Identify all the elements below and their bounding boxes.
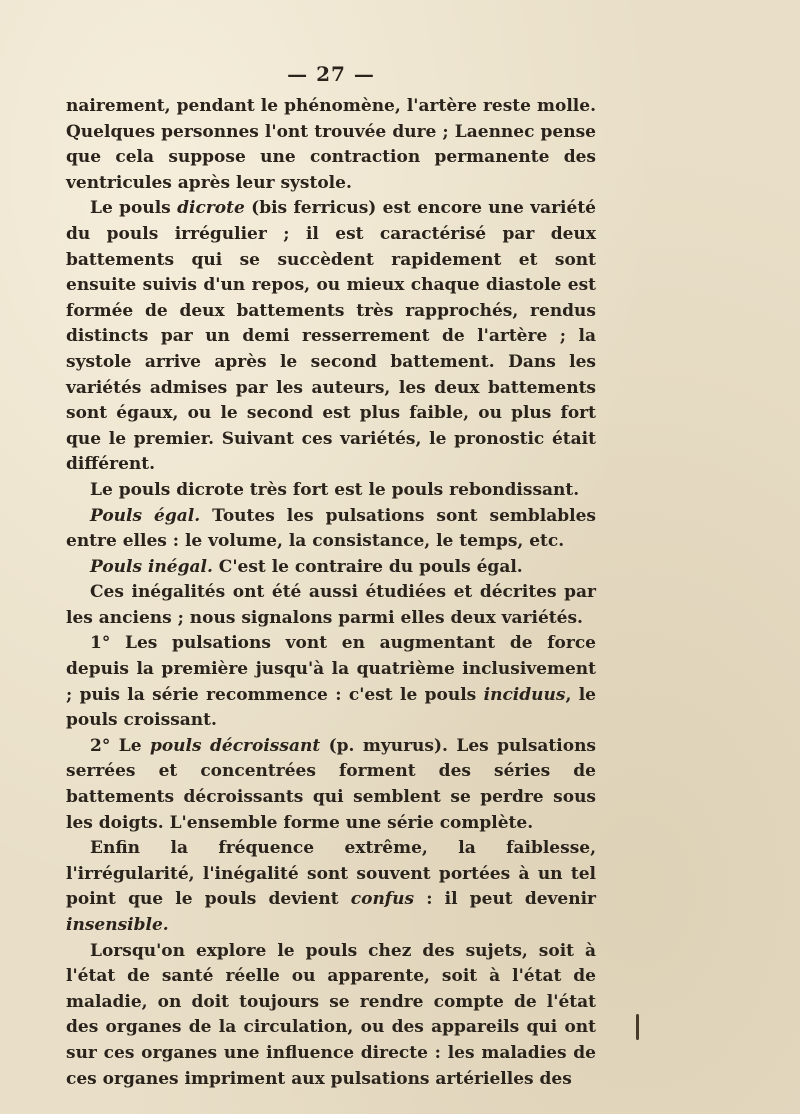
text-run: Ces inégalités ont été aussi étudiées et décrites par les anciens ; nous signalons parmi elles deux variétés. [66, 582, 596, 628]
italic-text: dicrote [177, 198, 245, 219]
text-run: Lorsqu'on explore le pouls chez des sujets, soit à l'état de santé réelle ou apparente, soit à l'état de maladie, on doit toujours se rendre compte de l'état des organes de la circulation, ou des appareils qui ont sur ces organes une influence directe : les maladies de ces organes impriment aux pulsations artérielles des [66, 940, 596, 1089]
text-run: Le pouls dicrote très fort est le pouls rebondissant. [90, 479, 580, 500]
text-run: Enfin la fréquence extrême, la faiblesse, l'irrégularité, l'inégalité sont souvent portées à un tel point que le pouls devient [66, 838, 596, 910]
page [66, 62, 596, 1092]
text-run: C'est le contraire du pouls égal. [212, 556, 523, 577]
text-run: (p. myurus). Les pulsations serrées et concentrées forment des séries de battements décroissants qui semblent se perdre sous les doigts. L'ensemble forme une série complète. [66, 735, 596, 833]
italic-text: confus [350, 889, 415, 910]
text-run: Toutes les pulsations sont semblables entre elles : le volume, la consistance, le temps, etc. [66, 505, 596, 552]
paragraph [66, 734, 596, 836]
body-text [66, 94, 596, 1092]
text-run: Le pouls [90, 198, 178, 219]
italic-text: Pouls égal. [90, 505, 201, 526]
italic-text: pouls décroissant [149, 735, 321, 756]
paragraph [66, 504, 596, 555]
paragraph [66, 94, 596, 196]
paragraph [66, 196, 596, 478]
paragraph [66, 631, 596, 733]
paragraph [66, 555, 596, 581]
paragraph [66, 478, 596, 504]
paragraph [66, 580, 596, 631]
paragraph [66, 836, 596, 938]
paragraph [66, 939, 596, 1093]
italic-text: Pouls inégal. [90, 556, 213, 577]
text-run: (bis ferricus) est encore une variété du pouls irrégulier ; il est caractérisé par deux battements qui se succèdent rapidement et sont ensuite suivis d'un repos, ou mieux chaque diastole est formée de deux battements très rapprochés, rendus distincts par un demi resserrement de l'artère ; la systole arrive après le second battement. Dans les variétés admises par les auteurs, les deux battements sont égaux, ou le second est plus faible, ou plus fort que le premier. Suivant ces variétés, le pronostic était différent. [66, 198, 596, 475]
page-number: — 27 — [287, 62, 375, 86]
text-run: 1° Les pulsations vont en augmentant de force depuis la première jusqu'à la quatrième inclusivement ; puis la série recommence : c'est le pouls [66, 633, 596, 705]
text-run: 2° Le [90, 735, 150, 756]
italic-text: insensible. [66, 915, 169, 935]
italic-text: inciduus [483, 684, 566, 705]
text-run: nairement, pendant le phénomène, l'artère reste molle. Quelques personnes l'ont trouvée dure ; Laennec pense que cela suppose une contraction permanente des ventricules après leur systole. [66, 96, 596, 193]
margin-mark [636, 1014, 639, 1040]
text-run: : il peut devenir [414, 889, 596, 910]
text-run: , le pouls croissant. [66, 684, 596, 731]
